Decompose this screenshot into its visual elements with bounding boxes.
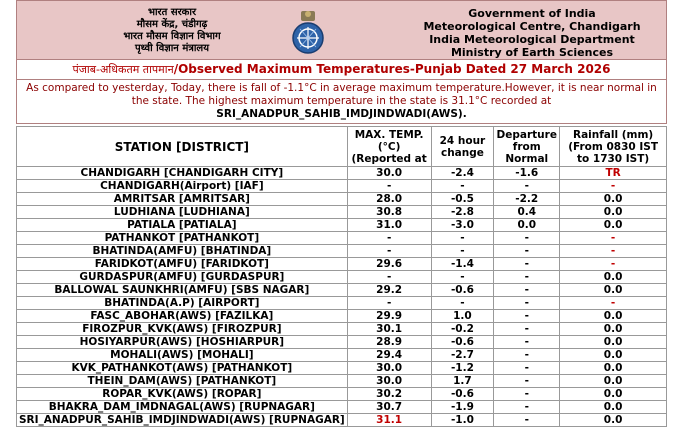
rainfall-cell: - bbox=[560, 297, 667, 310]
hindi-line: मौसम केंद्र, चंडीगढ़ bbox=[136, 19, 208, 30]
max-temp-cell: 29.2 bbox=[347, 284, 431, 297]
report-title-english: /Observed Maximum Temperatures-Punjab Dated 27 March 2026 bbox=[173, 62, 611, 76]
col-header-change: 24 hour change bbox=[431, 127, 494, 167]
change-cell: -2.8 bbox=[431, 206, 494, 219]
table-row bbox=[17, 180, 667, 193]
max-temp-cell: 30.0 bbox=[347, 167, 431, 180]
rainfall-cell: 0.0 bbox=[560, 414, 667, 427]
change-cell: -0.6 bbox=[431, 336, 494, 349]
rainfall-cell: 0.0 bbox=[560, 271, 667, 284]
english-line: Government of India bbox=[468, 7, 596, 20]
table-row bbox=[17, 258, 667, 271]
rainfall-cell: 0.0 bbox=[560, 193, 667, 206]
station-cell: BHATINDA(AMFU) [BHATINDA] bbox=[17, 245, 348, 258]
change-cell: - bbox=[431, 232, 494, 245]
rainfall-cell: 0.0 bbox=[560, 284, 667, 297]
change-cell: -1.2 bbox=[431, 362, 494, 375]
col-header-rainfall: Rainfall (mm) (From 0830 IST to 1730 IST) bbox=[560, 127, 667, 167]
max-temp-cell: 31.1 bbox=[347, 414, 431, 427]
rainfall-cell: 0.0 bbox=[560, 362, 667, 375]
change-cell: -2.7 bbox=[431, 349, 494, 362]
change-cell: 1.0 bbox=[431, 310, 494, 323]
table-row bbox=[17, 193, 667, 206]
station-cell: BHAKRA_DAM_IMDNAGAL(AWS) [RUPNAGAR] bbox=[17, 401, 348, 414]
departure-cell: 0.4 bbox=[494, 206, 560, 219]
english-line: Meteorological Centre, Chandigarh bbox=[423, 20, 641, 33]
max-temp-cell: 30.2 bbox=[347, 388, 431, 401]
table-row bbox=[17, 336, 667, 349]
rainfall-cell: 0.0 bbox=[560, 310, 667, 323]
table-row bbox=[17, 401, 667, 414]
change-cell: -1.4 bbox=[431, 258, 494, 271]
english-line: Ministry of Earth Sciences bbox=[450, 46, 614, 59]
departure-cell: - bbox=[494, 258, 560, 271]
rainfall-cell: 0.0 bbox=[560, 388, 667, 401]
max-temp-cell: 29.6 bbox=[347, 258, 431, 271]
station-cell: FIROZPUR_KVK(AWS) [FIROZPUR] bbox=[17, 323, 348, 336]
imd-emblem-icon bbox=[287, 9, 329, 55]
rainfall-cell: 0.0 bbox=[560, 219, 667, 232]
table-row bbox=[17, 375, 667, 388]
hindi-org-block bbox=[77, 7, 267, 55]
english-org-block bbox=[422, 7, 642, 59]
change-cell: - bbox=[431, 245, 494, 258]
max-temp-cell: 30.0 bbox=[347, 362, 431, 375]
hindi-line: भारत सरकार bbox=[147, 7, 197, 18]
rainfall-cell: - bbox=[560, 180, 667, 193]
rainfall-cell: - bbox=[560, 245, 667, 258]
max-temp-cell: - bbox=[347, 232, 431, 245]
change-cell: -1.0 bbox=[431, 414, 494, 427]
table-row bbox=[17, 232, 667, 245]
table-row bbox=[17, 219, 667, 232]
station-cell: THEIN_DAM(AWS) [PATHANKOT] bbox=[17, 375, 348, 388]
departure-cell: - bbox=[494, 297, 560, 310]
station-cell: GURDASPUR(AMFU) [GURDASPUR] bbox=[17, 271, 348, 284]
summary-body: As compared to yesterday, Today, there is fall of -1.1°C in average maximum temperature.However, it is near normal in the state. The highest maximum temperature in the state is 31.1°C recorded at bbox=[26, 82, 657, 107]
rainfall-cell: 0.0 bbox=[560, 206, 667, 219]
change-cell: -1.9 bbox=[431, 401, 494, 414]
station-cell: MOHALI(AWS) [MOHALI] bbox=[17, 349, 348, 362]
table-row bbox=[17, 388, 667, 401]
max-temp-cell: 30.0 bbox=[347, 375, 431, 388]
english-line: India Meteorological Department bbox=[429, 33, 635, 46]
max-temp-cell: 30.7 bbox=[347, 401, 431, 414]
table-row bbox=[17, 297, 667, 310]
departure-cell: -2.2 bbox=[494, 193, 560, 206]
station-cell: LUDHIANA [LUDHIANA] bbox=[17, 206, 348, 219]
max-temp-cell: - bbox=[347, 180, 431, 193]
departure-cell: - bbox=[494, 180, 560, 193]
change-cell: -0.2 bbox=[431, 323, 494, 336]
max-temp-cell: - bbox=[347, 271, 431, 284]
max-temp-cell: 30.8 bbox=[347, 206, 431, 219]
change-cell: -3.0 bbox=[431, 219, 494, 232]
table-row bbox=[17, 167, 667, 180]
change-cell: - bbox=[431, 271, 494, 284]
station-cell: FASC_ABOHAR(AWS) [FAZILKA] bbox=[17, 310, 348, 323]
rainfall-cell: - bbox=[560, 232, 667, 245]
departure-cell: - bbox=[494, 245, 560, 258]
header-banner bbox=[16, 0, 667, 60]
change-cell: 1.7 bbox=[431, 375, 494, 388]
departure-cell: - bbox=[494, 271, 560, 284]
station-cell: SRI_ANADPUR_SAHIB_IMDJINDWADI(AWS) [RUPNAGAR] bbox=[17, 414, 348, 427]
table-row bbox=[17, 323, 667, 336]
max-temp-cell: 28.9 bbox=[347, 336, 431, 349]
rainfall-cell: 0.0 bbox=[560, 375, 667, 388]
departure-cell: - bbox=[494, 323, 560, 336]
rainfall-cell: 0.0 bbox=[560, 336, 667, 349]
station-cell: CHANDIGARH(Airport) [IAF] bbox=[17, 180, 348, 193]
departure-cell: - bbox=[494, 362, 560, 375]
max-temp-cell: 31.0 bbox=[347, 219, 431, 232]
station-cell: FARIDKOT(AMFU) [FARIDKOT] bbox=[17, 258, 348, 271]
change-cell: - bbox=[431, 297, 494, 310]
table-row bbox=[17, 414, 667, 427]
hindi-line: पृथ्वी विज्ञान मंत्रालय bbox=[134, 43, 210, 54]
station-cell: PATIALA [PATIALA] bbox=[17, 219, 348, 232]
station-cell: AMRITSAR [AMRITSAR] bbox=[17, 193, 348, 206]
summary-text bbox=[16, 80, 667, 124]
rainfall-cell: 0.0 bbox=[560, 401, 667, 414]
departure-cell: - bbox=[494, 375, 560, 388]
max-temp-cell: 30.1 bbox=[347, 323, 431, 336]
rainfall-cell: 0.0 bbox=[560, 323, 667, 336]
station-cell: BALLOWAL SAUNKHRI(AMFU) [SBS NAGAR] bbox=[17, 284, 348, 297]
station-cell: ROPAR_KVK(AWS) [ROPAR] bbox=[17, 388, 348, 401]
station-cell: PATHANKOT [PATHANKOT] bbox=[17, 232, 348, 245]
change-cell: - bbox=[431, 180, 494, 193]
change-cell: -0.5 bbox=[431, 193, 494, 206]
table-row bbox=[17, 349, 667, 362]
departure-cell: - bbox=[494, 388, 560, 401]
departure-cell: - bbox=[494, 310, 560, 323]
change-cell: -2.4 bbox=[431, 167, 494, 180]
station-cell: KVK_PATHANKOT(AWS) [PATHANKOT] bbox=[17, 362, 348, 375]
departure-cell: - bbox=[494, 349, 560, 362]
station-cell: BHATINDA(A.P) [AIRPORT] bbox=[17, 297, 348, 310]
departure-cell: - bbox=[494, 336, 560, 349]
change-cell: -0.6 bbox=[431, 388, 494, 401]
summary-station: SRI_ANADPUR_SAHIB_IMDJINDWADI(AWS). bbox=[216, 108, 467, 120]
departure-cell: 0.0 bbox=[494, 219, 560, 232]
max-temp-cell: - bbox=[347, 297, 431, 310]
departure-cell: - bbox=[494, 401, 560, 414]
rainfall-cell: TR bbox=[560, 167, 667, 180]
col-header-max-temp: MAX. TEMP.(°C) (Reported at bbox=[347, 127, 431, 167]
rainfall-cell: 0.0 bbox=[560, 349, 667, 362]
temperature-table bbox=[16, 126, 667, 427]
max-temp-cell: 29.9 bbox=[347, 310, 431, 323]
station-cell: HOSIYARPUR(AWS) [HOSHIARPUR] bbox=[17, 336, 348, 349]
col-header-station: STATION [DISTRICT] bbox=[17, 127, 348, 167]
table-header-row bbox=[17, 127, 667, 167]
col-header-departure: Departure from Normal bbox=[494, 127, 560, 167]
report-title bbox=[16, 60, 667, 80]
rainfall-cell: - bbox=[560, 258, 667, 271]
hindi-line: भारत मौसम विज्ञान विभाग bbox=[123, 31, 221, 42]
departure-cell: -1.6 bbox=[494, 167, 560, 180]
departure-cell: - bbox=[494, 232, 560, 245]
table-row bbox=[17, 206, 667, 219]
table-row bbox=[17, 271, 667, 284]
max-temp-cell: 28.0 bbox=[347, 193, 431, 206]
table-row bbox=[17, 284, 667, 297]
max-temp-cell: 29.4 bbox=[347, 349, 431, 362]
station-cell: CHANDIGARH [CHANDIGARH CITY] bbox=[17, 167, 348, 180]
change-cell: -0.6 bbox=[431, 284, 494, 297]
table-row bbox=[17, 310, 667, 323]
departure-cell: - bbox=[494, 284, 560, 297]
table-row bbox=[17, 362, 667, 375]
departure-cell: - bbox=[494, 414, 560, 427]
report-title-hindi: पंजाब-अधिकतम तापमान bbox=[72, 63, 174, 76]
table-row bbox=[17, 245, 667, 258]
max-temp-cell: - bbox=[347, 245, 431, 258]
